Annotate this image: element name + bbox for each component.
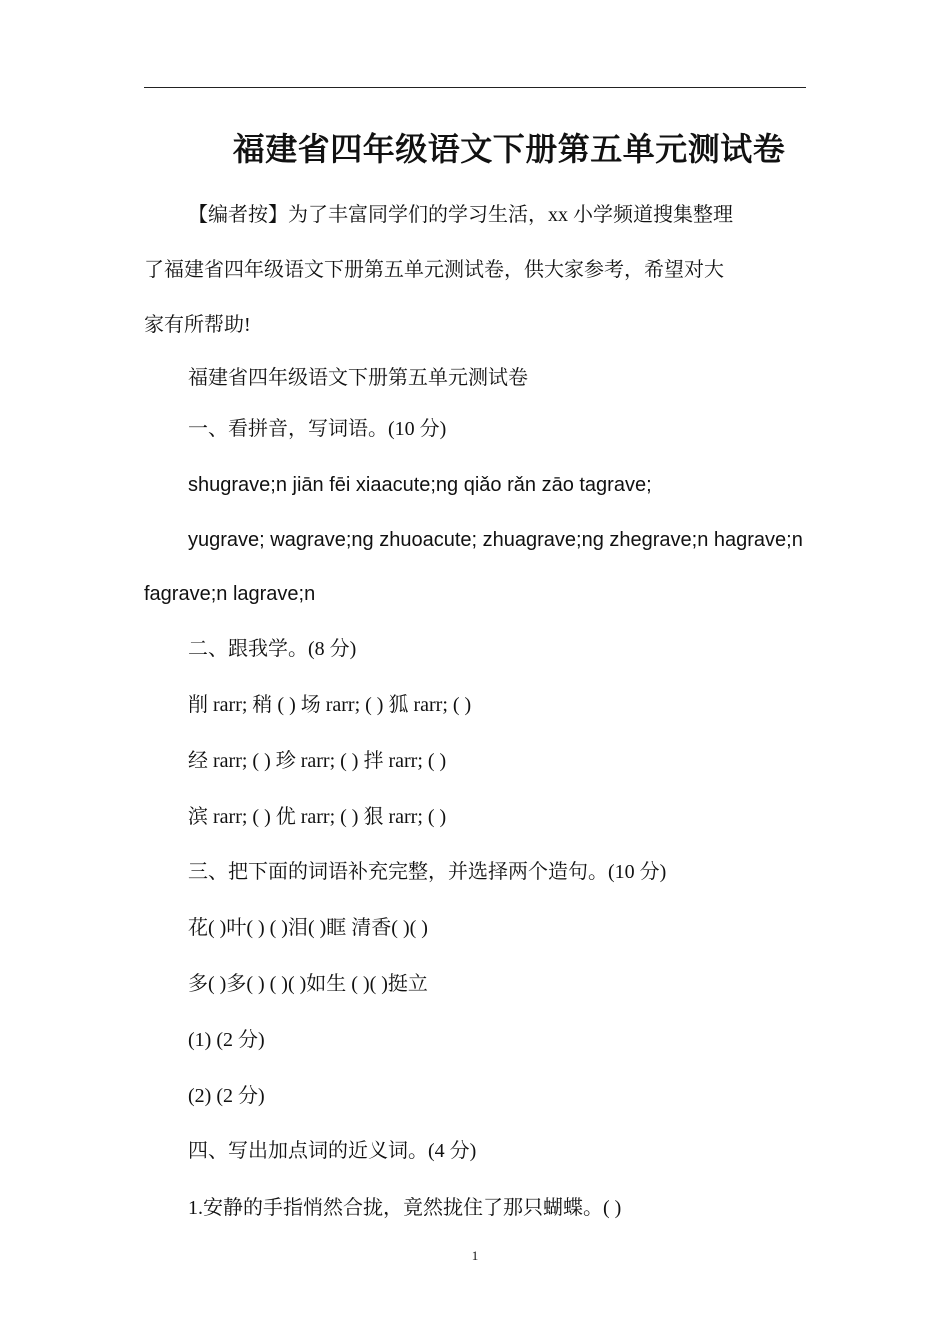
intro-line-2: 了福建省四年级语文下册第五单元测试卷，供大家参考，希望对大 bbox=[144, 259, 724, 281]
section-3-row: 花( )叶( ) ( )泪( )眶 清香( )( ) bbox=[188, 917, 428, 939]
section-2-row: 经 rarr; ( ) 珍 rarr; ( ) 拌 rarr; ( ) bbox=[188, 750, 447, 772]
pinyin-line-3: fagrave;n lagrave;n bbox=[144, 583, 316, 605]
section-2-heading: 二、跟我学。(8 分) bbox=[188, 638, 357, 660]
section-3-row: (2) (2 分) bbox=[188, 1085, 265, 1107]
intro-line-1: 【编者按】为了丰富同学们的学习生活，xx 小学频道搜集整理 bbox=[188, 204, 733, 226]
section-3-row: (1) (2 分) bbox=[188, 1029, 265, 1051]
pinyin-line-1: shugrave;n jiān fēi xiaacute;ng qiǎo rǎn zāo tagrave; bbox=[188, 474, 652, 496]
section-4-item-1: 1.安静的手指悄然合拢，竟然拢住了那只蝴蝶。( ) bbox=[188, 1197, 622, 1219]
section-2-row: 削 rarr; 稍 ( ) 场 rarr; ( ) 狐 rarr; ( ) bbox=[188, 694, 472, 716]
intro-line-3: 家有所帮助! bbox=[144, 314, 251, 336]
section-1-heading: 一、看拼音，写词语。(10 分) bbox=[188, 418, 447, 440]
page-number: 1 bbox=[471, 1248, 479, 1263]
section-4-heading: 四、写出加点词的近义词。(4 分) bbox=[188, 1140, 477, 1162]
document-title: 福建省四年级语文下册第五单元测试卷 bbox=[232, 130, 786, 168]
section-3-row: 多( )多( ) ( )( )如生 ( )( )挺立 bbox=[188, 973, 428, 995]
section-3-heading: 三、把下面的词语补充完整，并选择两个造句。(10 分) bbox=[188, 861, 667, 883]
section-2-row: 滨 rarr; ( ) 优 rarr; ( ) 狠 rarr; ( ) bbox=[188, 806, 447, 828]
document-subtitle: 福建省四年级语文下册第五单元测试卷 bbox=[188, 367, 528, 389]
pinyin-line-2: yugrave; wagrave;ng zhuoacute; zhuagrave;ng zhegrave;n hagrave;n bbox=[188, 529, 803, 551]
header-rule bbox=[144, 87, 806, 88]
